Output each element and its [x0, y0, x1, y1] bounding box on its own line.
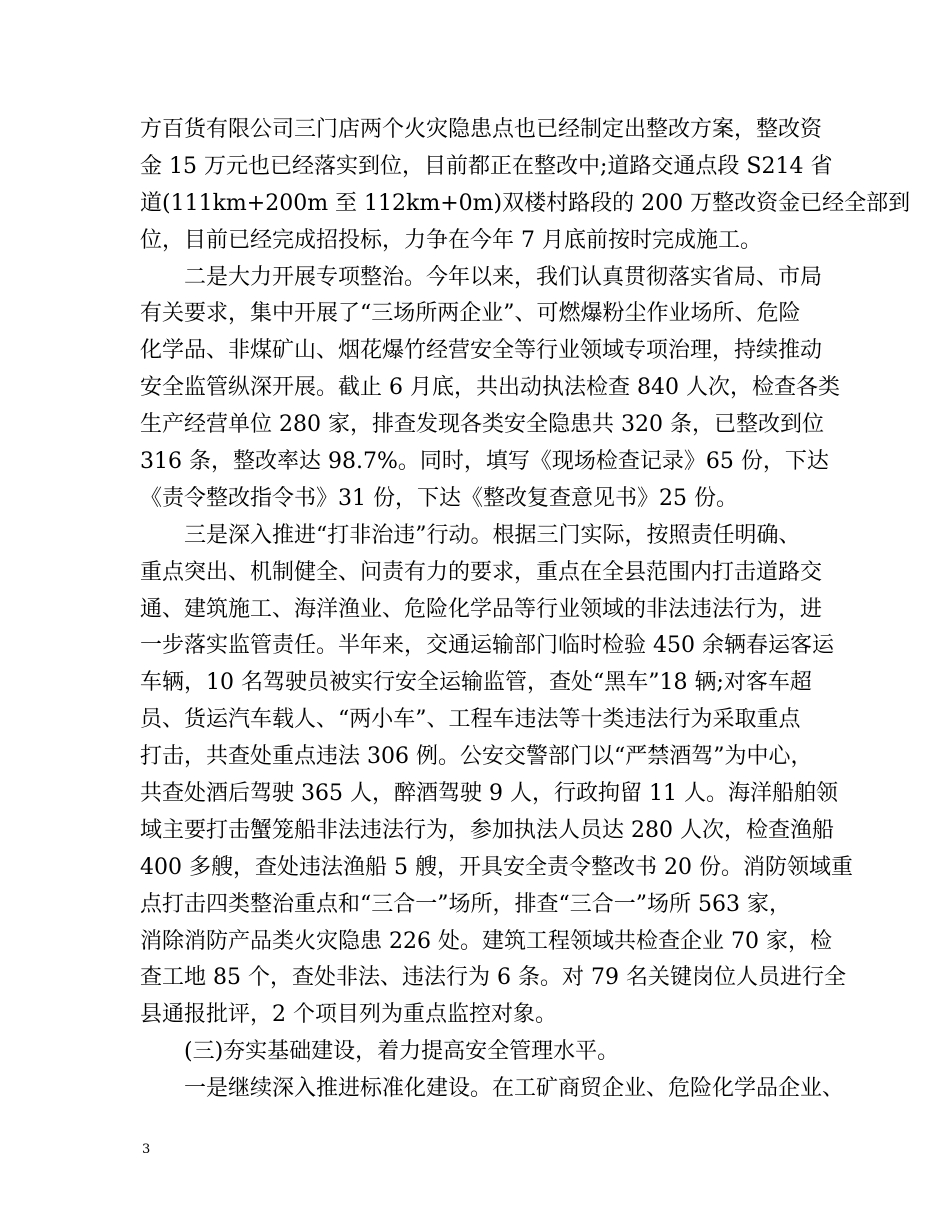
body-text	[140, 112, 911, 1108]
text-line: 316 条，整改率达 98.7%。同时，填写《现场检查记录》65 份，下达	[140, 449, 829, 475]
text-line: (三)夯实基础建设，着力提高安全管理水平。	[140, 1039, 620, 1065]
text-line: 重点突出、机制健全、问责有力的要求，重点在全县范围内打击道路交	[140, 559, 823, 585]
text-line: 方百货有限公司三门店两个火灾隐患点也已经制定出整改方案，整改资	[140, 117, 823, 142]
text-line: 安全监管纵深开展。截止 6 月底，共出动执法检查 840 人次，检查各类	[140, 375, 840, 401]
text-line: 域主要打击蟹笼船非法违法行为，参加执法人员达 280 人次，检查渔船	[140, 817, 834, 843]
text-line: 一是继续深入推进标准化建设。在工矿商贸企业、危险化学品企业、	[140, 1076, 845, 1102]
text-line: 三是深入推进“打非治违”行动。根据三门实际，按照责任明确、	[140, 522, 801, 548]
text-line: 化学品、非煤矿山、烟花爆竹经营安全等行业领域专项治理，持续推动	[140, 338, 823, 364]
text-line: 通、建筑施工、海洋渔业、危险化学品等行业领域的非法违法行为，进	[140, 596, 823, 622]
text-line: 县通报批评，2 个项目列为重点监控对象。	[140, 1002, 557, 1028]
text-line: 消除消防产品类火灾隐患 226 处。建筑工程领域共检查企业 70 家，检	[140, 928, 832, 954]
page-number: 3	[142, 1142, 151, 1157]
text-line: 车辆，10 名驾驶员被实行安全运输监管，查处“黑车”18 辆;对客车超	[140, 670, 812, 696]
text-line: 员、货运汽车载人、“两小车”、工程车违法等十类违法行为采取重点	[140, 707, 801, 733]
text-line: 二是大力开展专项整治。今年以来，我们认真贯彻落实省局、市局	[140, 264, 823, 290]
text-line: 生产经营单位 280 家，排查发现各类安全隐患共 320 条，已整改到位	[140, 412, 824, 438]
text-line: 金 15 万元也已经落实到位，目前都正在整改中;道路交通点段 S214 省	[140, 153, 833, 179]
text-line: 位，目前已经完成招投标，力争在今年 7 月底前按时完成施工。	[140, 227, 762, 253]
text-line: 400 多艘，查处违法渔船 5 艘，开具安全责令整改书 20 份。消防领域重	[140, 854, 853, 880]
text-line: 一步落实监管责任。半年来，交通运输部门临时检验 450 余辆春运客运	[140, 633, 834, 659]
text-line: 共查处酒后驾驶 365 人，醉酒驾驶 9 人，行政拘留 11 人。海洋船舶领	[140, 781, 838, 807]
text-line: 《责令整改指令书》31 份，下达《整改复查意见书》25 份。	[140, 485, 738, 511]
text-line: 点打击四类整治重点和“三合一”场所，排查“三合一”场所 563 家，	[140, 891, 791, 917]
text-line: 有关要求，集中开展了“三场所两企业”、可燃爆粉尘作业场所、危险	[140, 301, 801, 327]
text-line: 查工地 85 个，查处非法、违法行为 6 条。对 79 名关键岗位人员进行全	[140, 965, 846, 991]
text-line: 道(111km+200m 至 112km+0m)双楼村路段的 200 万整改资金已经全部到	[140, 190, 911, 216]
text-line: 打击，共查处重点违法 306 例。公安交警部门以“严禁酒驾”为中心，	[140, 744, 813, 770]
